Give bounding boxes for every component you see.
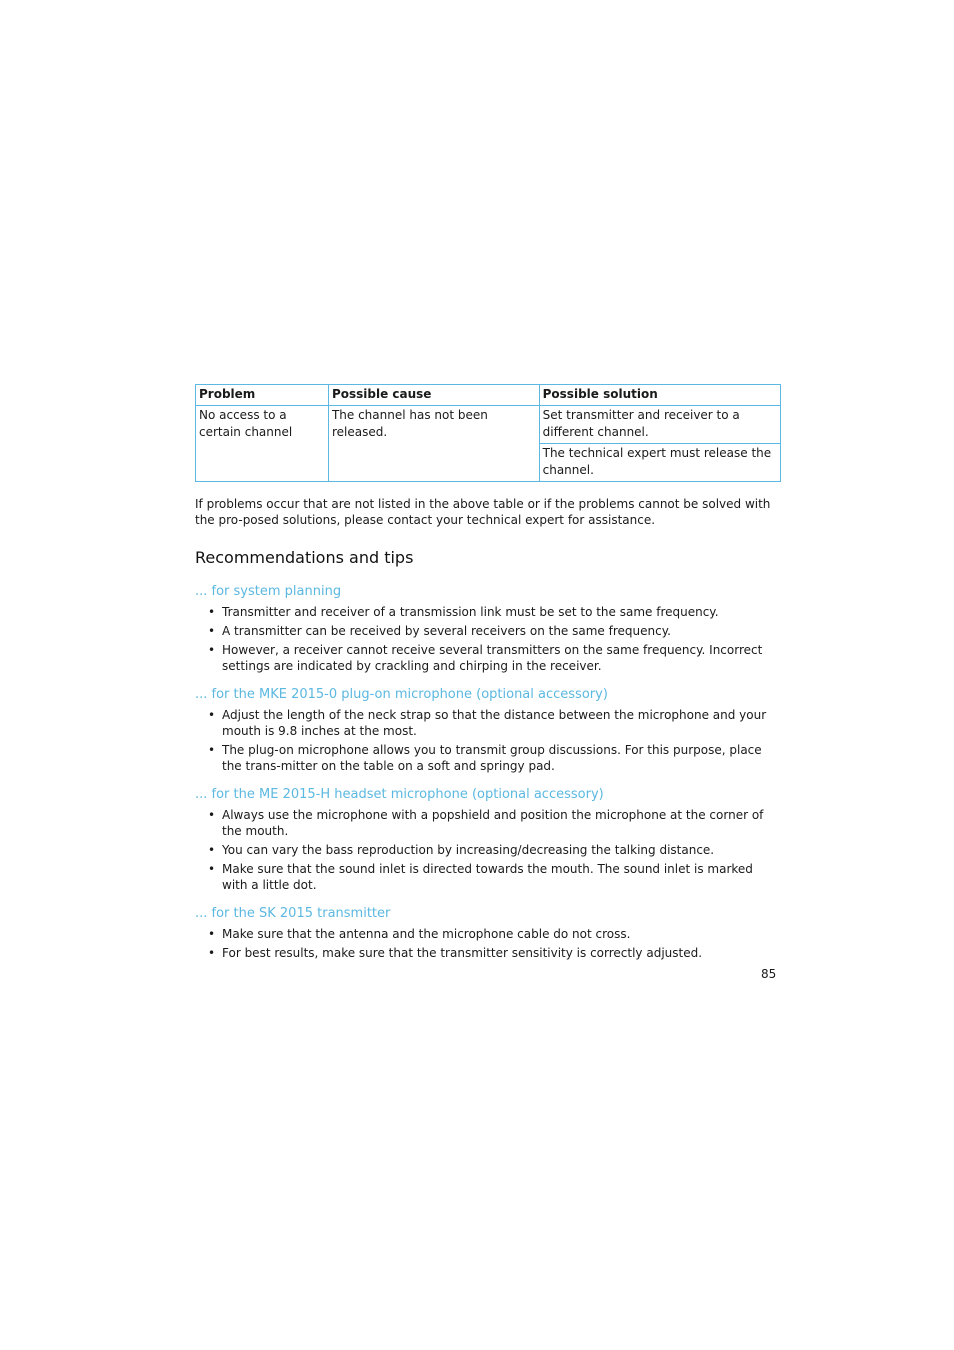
list-item-text: Transmitter and receiver of a transmission link must be set to the same frequency.: [222, 605, 719, 619]
list-item: [195, 604, 781, 620]
bullet-icon: •: [208, 643, 216, 657]
tips-list: [195, 604, 781, 674]
list-item: [195, 742, 781, 774]
list-item: [195, 926, 781, 942]
table-row: [196, 406, 781, 444]
tips-list: [195, 926, 781, 961]
tips-list: [195, 807, 781, 893]
list-item-text: You can vary the bass reproduction by increasing/decreasing the talking distance.: [222, 843, 715, 857]
table-header-row: [196, 385, 781, 406]
bullet-icon: •: [208, 946, 216, 960]
list-item: [195, 842, 781, 858]
bullet-icon: •: [208, 927, 216, 941]
bullet-icon: •: [208, 605, 216, 619]
subsection-title: ... for system planning: [195, 584, 342, 599]
cell-cause: The channel has not been released.: [328, 406, 539, 482]
header-solution: Possible solution: [539, 385, 780, 406]
section-mke-microphone: [195, 686, 781, 774]
list-item: [195, 623, 781, 639]
list-item-text: Always use the microphone with a popshield and position the microphone at the corner of the mouth.: [222, 808, 764, 838]
list-item-text: The plug-on microphone allows you to transmit group discussions. For this purpose, place the trans-mitter on the table on a soft and springy pad.: [222, 743, 762, 773]
page-content: [195, 384, 781, 961]
header-problem: Problem: [196, 385, 329, 406]
list-item: [195, 861, 781, 893]
list-item-text: For best results, make sure that the transmitter sensitivity is correctly adjusted.: [222, 946, 703, 960]
subsection-title: ... for the MKE 2015-0 plug-on microphone (optional accessory): [195, 687, 608, 702]
list-item-text: However, a receiver cannot receive several transmitters on the same frequency. Incorrect settings are indicated by crackling and chirping in the receiver.: [222, 643, 763, 673]
cell-solution-2: The technical expert must release the channel.: [539, 444, 780, 482]
section-transmitter: [195, 905, 781, 961]
bullet-icon: •: [208, 843, 216, 857]
cell-problem: No access to a certain channel: [196, 406, 329, 482]
list-item: [195, 707, 781, 739]
section-heading: Recommendations and tips: [195, 548, 414, 567]
list-item: [195, 642, 781, 674]
bullet-icon: •: [208, 624, 216, 638]
support-note: If problems occur that are not listed in the above table or if the problems cannot be solved with the pro-posed solutions, please contact your technical expert for assistance.: [195, 497, 771, 527]
bullet-icon: •: [208, 743, 216, 757]
header-cause: Possible cause: [328, 385, 539, 406]
bullet-icon: •: [208, 862, 216, 876]
list-item-text: Make sure that the antenna and the microphone cable do not cross.: [222, 927, 631, 941]
list-item-text: Adjust the length of the neck strap so that the distance between the microphone and your mouth is 9.8 inches at the most.: [222, 708, 767, 738]
subsection-title: ... for the SK 2015 transmitter: [195, 906, 391, 921]
subsection-title: ... for the ME 2015-H headset microphone (optional accessory): [195, 787, 604, 802]
list-item: [195, 945, 781, 961]
bullet-icon: •: [208, 708, 216, 722]
troubleshooting-table: [195, 384, 781, 482]
tips-list: [195, 707, 781, 774]
page-number: 85: [761, 967, 777, 981]
list-item-text: Make sure that the sound inlet is directed towards the mouth. The sound inlet is marked with a little dot.: [222, 862, 753, 892]
cell-solution-1: Set transmitter and receiver to a different channel.: [539, 406, 780, 444]
section-headset-microphone: [195, 786, 781, 893]
bullet-icon: •: [208, 808, 216, 822]
section-system-planning: [195, 583, 781, 674]
list-item-text: A transmitter can be received by several receivers on the same frequency.: [222, 624, 671, 638]
list-item: [195, 807, 781, 839]
